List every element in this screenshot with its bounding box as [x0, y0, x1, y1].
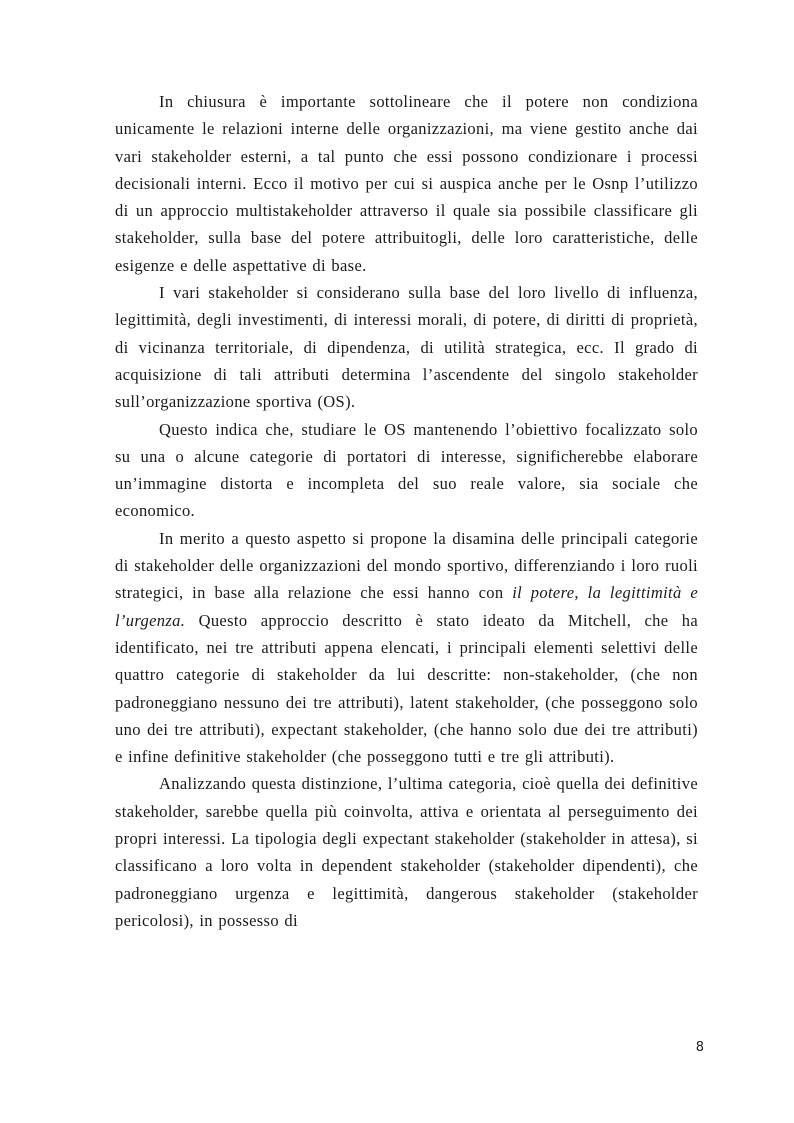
mitchell-text-after: Questo approccio descritto è stato ideato da Mitchell, che ha identificato, nei tre attributi appena elencati, i principali elementi selettivi delle quattro categorie di stakeholder da lui descritte: non-stakeholder, (che non padroneggiano nessuno dei tre attributi), latent stakeholder, (che posseggono solo uno dei tre attributi), expectant stakeholder, (che hanno solo due dei tre attributi) e infine definitive stakeholder (che posseggono tutti e tre gli attributi). — [115, 610, 698, 767]
mitchell-italic-attributes: il potere, la legittimità e l’urgenza. — [115, 583, 698, 630]
paragraph-power-conditions: In chiusura è importante sottolineare che il potere non condiziona unicamente le relazioni interne delle organizzazioni, ma viene gestito anche dai vari stakeholder esterni, a tal punto che essi possono condizionare i processi decisionali interni. Ecco il motivo per cui si auspica anche per le Osnp l’utilizzo di un approccio multistakeholder attraverso il quale sia possibile classificare gli stakeholder, sulla base del potere attribuitogli, delle loro caratteristiche, delle esigenze e delle aspettative di base. — [115, 92, 698, 275]
paragraph-definitive-stakeholder: Analizzando questa distinzione, l’ultima categoria, cioè quella dei definitive stakeholder, sarebbe quella più coinvolta, attiva e orientata al perseguimento dei propri interessi. La tipologia degli expectant stakeholder (stakeholder in attesa), si classificano a loro volta in dependent stakeholder (stakeholder dipendenti), che padroneggiano urgenza e legittimità, dangerous stakeholder (stakeholder pericolosi), in possesso di — [115, 774, 698, 930]
mitchell-text-before: In merito a questo aspetto si propone la disamina delle principali categorie di stakeholder delle organizzazioni del mondo sportivo, differenziando i loro ruoli strategici, in base alla relazione che essi hanno con — [115, 528, 698, 603]
page-body — [115, 88, 698, 934]
paragraph-stakeholder-attributes: I vari stakeholder si considerano sulla base del loro livello di influenza, legittimità, degli investimenti, di interessi morali, di potere, di diritti di proprietà, di vicinanza territoriale, di dipendenza, di utilità strategica, ecc. Il grado di acquisizione di tali attributi determina l’ascendente del singolo stakeholder sull’organizzazione sportiva (OS). — [115, 283, 698, 412]
paragraph-mitchell-model — [115, 525, 698, 771]
page-number: 8 — [695, 1040, 704, 1055]
paragraph-distorted-image: Questo indica che, studiare le OS mantenendo l’obiettivo focalizzato solo su una o alcune categorie di portatori di interesse, significherebbe elaborare un’immagine distorta e incompleta del suo reale valore, sia sociale che economico. — [115, 419, 698, 521]
